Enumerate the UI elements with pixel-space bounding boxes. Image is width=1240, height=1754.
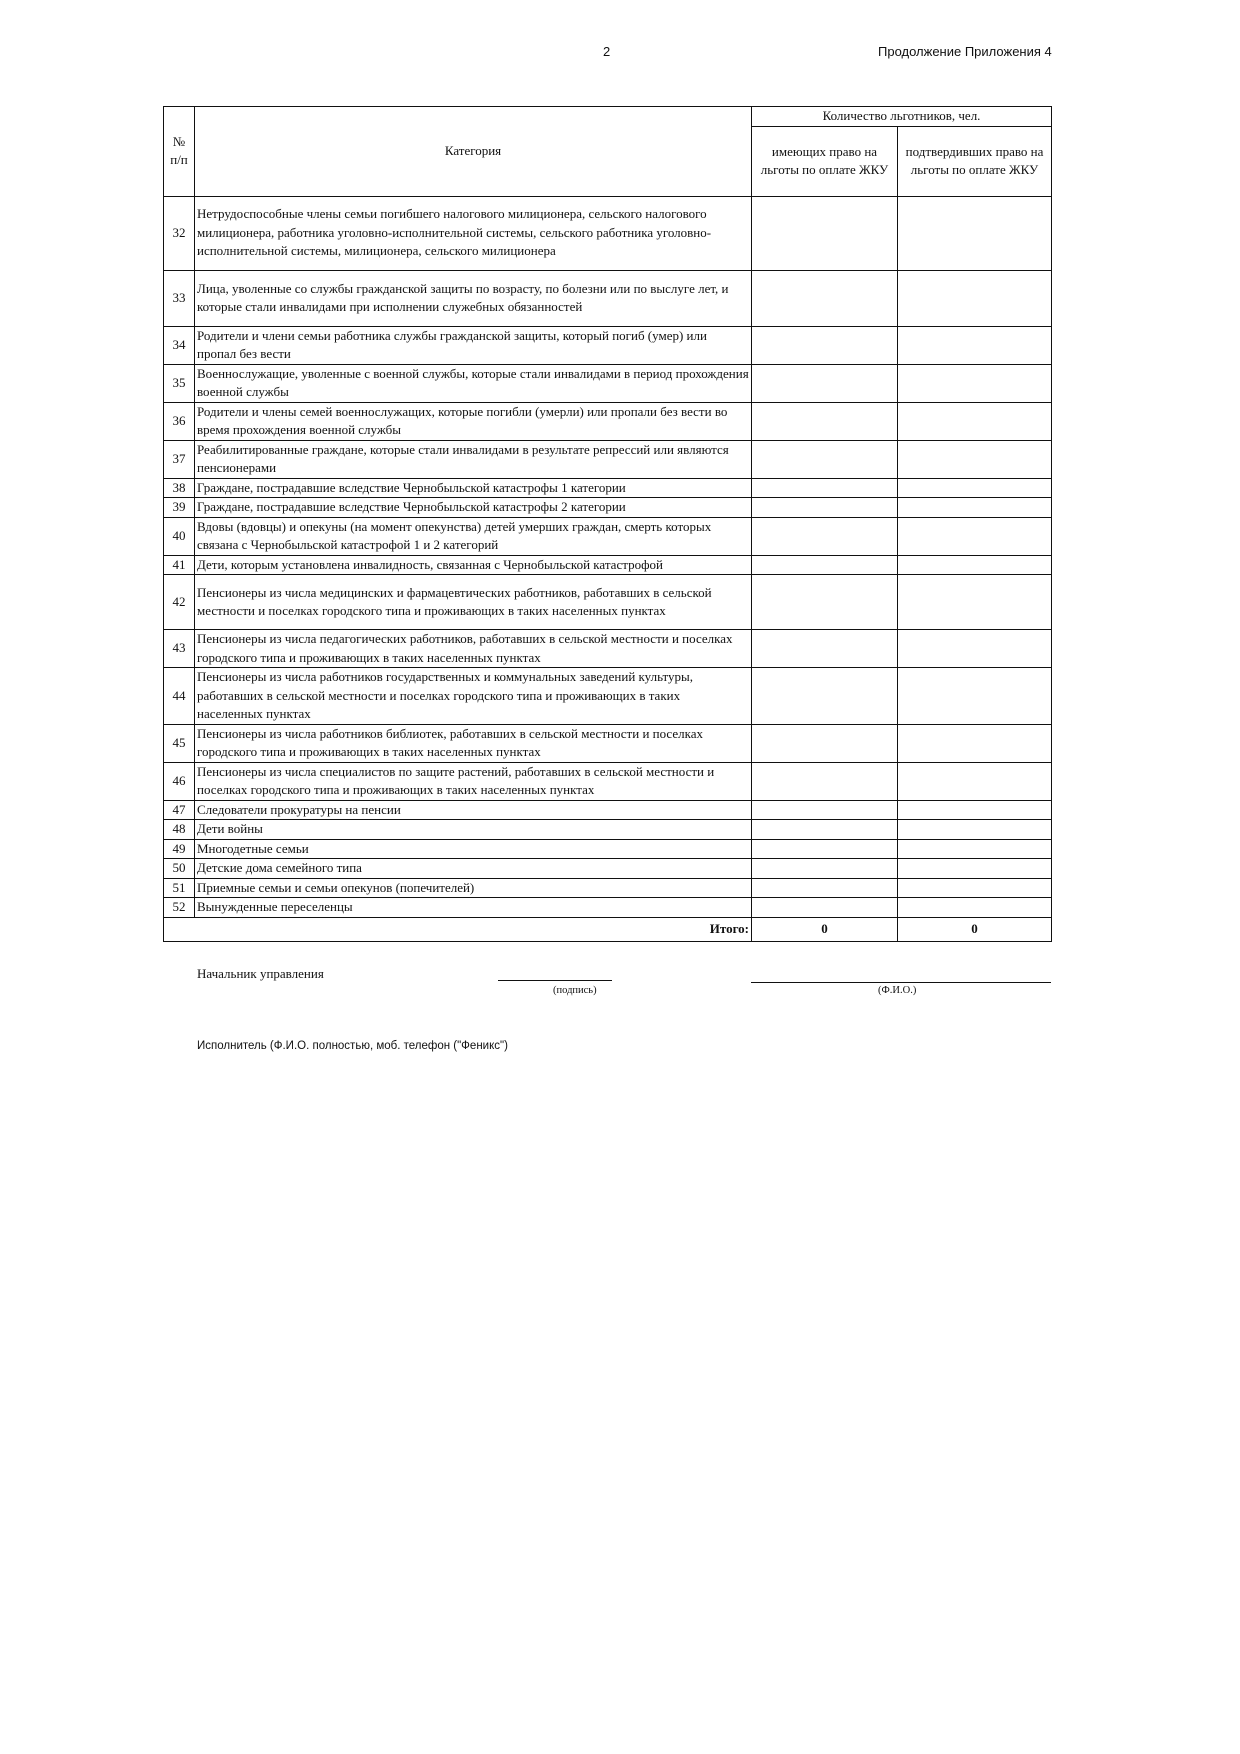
row-confirmed-count xyxy=(898,820,1052,840)
row-category: Пенсионеры из числа педагогических работников, работавших в сельской местности и поселках городского типа и проживающих в таких населенных пунктах xyxy=(195,630,752,668)
row-entitled-count xyxy=(752,326,898,364)
row-category: Лица, уволенные со службы гражданской защиты по возрасту, по болезни или по выслуге лет, и которые стали инвалидами при исполнении служебных обязанностей xyxy=(195,270,752,326)
row-entitled-count xyxy=(752,820,898,840)
row-entitled-count xyxy=(752,270,898,326)
table-row xyxy=(164,859,1052,879)
row-category: Вынужденные переселенцы xyxy=(195,898,752,918)
row-number: 33 xyxy=(164,270,195,326)
row-category: Детские дома семейного типа xyxy=(195,859,752,879)
table-row xyxy=(164,364,1052,402)
row-entitled-count xyxy=(752,859,898,879)
position-label: Начальник управления xyxy=(197,966,324,981)
table-row xyxy=(164,668,1052,725)
row-entitled-count xyxy=(752,724,898,762)
row-number: 39 xyxy=(164,498,195,518)
name-line xyxy=(751,982,1051,983)
row-confirmed-count xyxy=(898,270,1052,326)
row-number: 32 xyxy=(164,196,195,270)
table-row xyxy=(164,762,1052,800)
row-confirmed-count xyxy=(898,724,1052,762)
total-label: Итого: xyxy=(164,917,752,941)
row-confirmed-count xyxy=(898,440,1052,478)
table-row xyxy=(164,575,1052,630)
table-row xyxy=(164,517,1052,555)
row-number: 46 xyxy=(164,762,195,800)
row-category: Пенсионеры из числа медицинских и фармацевтических работников, работавших в сельской местности и поселках городского типа и проживающих в таких населенных пунктах xyxy=(195,575,752,630)
signature-line xyxy=(498,980,612,981)
row-entitled-count xyxy=(752,668,898,725)
row-category: Военнослужащие, уволенные с военной службы, которые стали инвалидами в период прохождения военной службы xyxy=(195,364,752,402)
row-entitled-count xyxy=(752,839,898,859)
row-number: 34 xyxy=(164,326,195,364)
executor-label: Исполнитель (Ф.И.О. полностью, моб. телефон ("Феникс") xyxy=(197,1040,508,1052)
row-number: 38 xyxy=(164,478,195,498)
table-row xyxy=(164,270,1052,326)
row-confirmed-count xyxy=(898,364,1052,402)
row-number: 45 xyxy=(164,724,195,762)
row-category: Следователи прокуратуры на пенсии xyxy=(195,800,752,820)
row-number: 36 xyxy=(164,402,195,440)
row-number: 41 xyxy=(164,555,195,575)
row-category: Дети, которым установлена инвалидность, связанная с Чернобыльской катастрофой xyxy=(195,555,752,575)
row-category: Граждане, пострадавшие вследствие Чернобыльской катастрофы 2 категории xyxy=(195,498,752,518)
row-number: 37 xyxy=(164,440,195,478)
row-number: 44 xyxy=(164,668,195,725)
row-entitled-count xyxy=(752,630,898,668)
row-entitled-count xyxy=(752,800,898,820)
row-number: 47 xyxy=(164,800,195,820)
row-confirmed-count xyxy=(898,898,1052,918)
row-confirmed-count xyxy=(898,839,1052,859)
row-confirmed-count xyxy=(898,478,1052,498)
row-number: 40 xyxy=(164,517,195,555)
row-confirmed-count xyxy=(898,517,1052,555)
table-row xyxy=(164,724,1052,762)
row-confirmed-count xyxy=(898,800,1052,820)
continuation-label: Продолжение Приложения 4 xyxy=(878,44,1052,59)
row-confirmed-count xyxy=(898,402,1052,440)
table-row xyxy=(164,820,1052,840)
row-confirmed-count xyxy=(898,575,1052,630)
row-number: 49 xyxy=(164,839,195,859)
row-entitled-count xyxy=(752,878,898,898)
name-caption: (Ф.И.О.) xyxy=(878,985,917,996)
row-confirmed-count xyxy=(898,555,1052,575)
row-confirmed-count xyxy=(898,196,1052,270)
row-category: Нетрудоспособные члены семьи погибшего налогового милиционера, сельского налогового милиционера, работника уголовно-исполнительной системы, сельского работника уголовно-исполнительной системы, милиционера, сельского милиционера xyxy=(195,196,752,270)
row-number: 43 xyxy=(164,630,195,668)
table-row xyxy=(164,440,1052,478)
row-entitled-count xyxy=(752,364,898,402)
row-category: Пенсионеры из числа работников государственных и коммунальных заведений культуры, работавших в сельской местности и поселках городского типа и проживающих в таких населенных пунктах xyxy=(195,668,752,725)
table-row xyxy=(164,326,1052,364)
row-number: 52 xyxy=(164,898,195,918)
signature-caption: (подпись) xyxy=(553,985,597,996)
table-row xyxy=(164,555,1052,575)
row-entitled-count xyxy=(752,498,898,518)
row-category: Пенсионеры из числа специалистов по защите растений, работавших в сельской местности и поселках городского типа и проживающих в таких населенных пунктах xyxy=(195,762,752,800)
row-category: Реабилитированные граждане, которые стали инвалидами в результате репрессий или являются пенсионерами xyxy=(195,440,752,478)
table-row xyxy=(164,800,1052,820)
row-entitled-count xyxy=(752,478,898,498)
table-row xyxy=(164,196,1052,270)
row-entitled-count xyxy=(752,575,898,630)
row-entitled-count xyxy=(752,517,898,555)
row-confirmed-count xyxy=(898,859,1052,879)
table-row xyxy=(164,478,1052,498)
table-row xyxy=(164,839,1052,859)
header-category: Категория xyxy=(195,107,752,197)
table-row xyxy=(164,630,1052,668)
row-number: 51 xyxy=(164,878,195,898)
header-entitled: имеющих право на льготы по оплате ЖКУ xyxy=(752,126,898,196)
row-entitled-count xyxy=(752,440,898,478)
row-confirmed-count xyxy=(898,878,1052,898)
row-confirmed-count xyxy=(898,762,1052,800)
row-number: 42 xyxy=(164,575,195,630)
row-number: 50 xyxy=(164,859,195,879)
row-category: Дети войны xyxy=(195,820,752,840)
row-category: Многодетные семьи xyxy=(195,839,752,859)
row-category: Родители и члены семей военнослужащих, которые погибли (умерли) или пропали без вести во время прохождения военной службы xyxy=(195,402,752,440)
row-confirmed-count xyxy=(898,326,1052,364)
row-number: 48 xyxy=(164,820,195,840)
total-confirmed: 0 xyxy=(898,917,1052,941)
header-confirmed: подтвердивших право на льготы по оплате ЖКУ xyxy=(898,126,1052,196)
row-category: Граждане, пострадавшие вследствие Чернобыльской катастрофы 1 категории xyxy=(195,478,752,498)
row-confirmed-count xyxy=(898,668,1052,725)
row-confirmed-count xyxy=(898,498,1052,518)
row-category: Приемные семьи и семьи опекунов (попечителей) xyxy=(195,878,752,898)
row-entitled-count xyxy=(752,402,898,440)
table-row xyxy=(164,498,1052,518)
row-confirmed-count xyxy=(898,630,1052,668)
row-category: Вдовы (вдовцы) и опекуны (на момент опекунства) детей умерших граждан, смерть которых связана с Чернобыльской катастрофой 1 и 2 категорий xyxy=(195,517,752,555)
header-count-group: Количество льготников, чел. xyxy=(752,107,1052,127)
row-category: Родители и члени семьи работника службы гражданской защиты, который погиб (умер) или пропал без вести xyxy=(195,326,752,364)
row-entitled-count xyxy=(752,196,898,270)
row-entitled-count xyxy=(752,555,898,575)
total-entitled: 0 xyxy=(752,917,898,941)
table-row xyxy=(164,878,1052,898)
row-entitled-count xyxy=(752,762,898,800)
row-entitled-count xyxy=(752,898,898,918)
row-category: Пенсионеры из числа работников библиотек, работавших в сельской местности и поселках городского типа и проживающих в таких населенных пунктах xyxy=(195,724,752,762)
header-num: № п/п xyxy=(164,107,195,197)
row-number: 35 xyxy=(164,364,195,402)
beneficiaries-table xyxy=(163,106,1052,942)
page-number: 2 xyxy=(603,44,611,59)
table-row xyxy=(164,898,1052,918)
table-row xyxy=(164,402,1052,440)
